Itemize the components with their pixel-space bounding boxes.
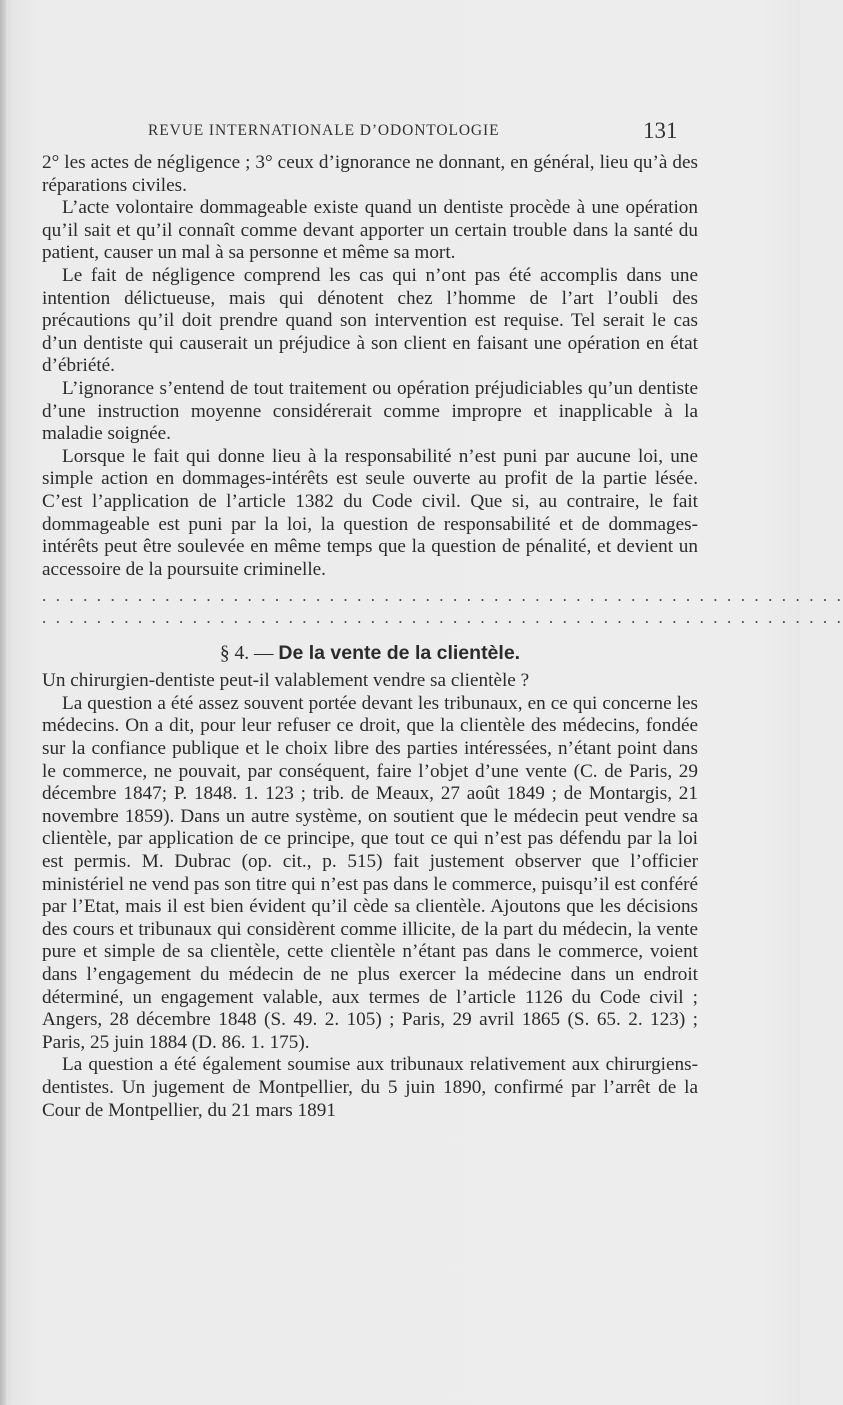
paragraph: L’ignorance s’entend de tout traitement ou opération préjudiciables qu’un dentiste d’une instruction moyenne considérerait comme impropre et inapplicable à la maladie soignée. [42, 377, 698, 445]
paragraph: 2° les actes de négligence ; 3° ceux d’ignorance ne donnant, en général, lieu qu’à des réparations civiles. [42, 152, 698, 196]
paragraph: Lorsque le fait qui donne lieu à la responsabilité n’est puni par aucune loi, une simple action en dommages-intérêts est seule ouverte au profit de la partie lésée. C’est l’application de l’article 1382 du Code civil. Que si, au contraire, le fait dommageable est puni par la loi, la question de responsabilité et de dommages-intérêts peut être soulevée en même temps que la question de pénalité, et devient un accessoire de la poursuite criminelle. [42, 445, 698, 580]
section-dash: — [249, 643, 279, 665]
paragraph: Un chirurgien-dentiste peut-il valablement vendre sa clientèle ? [42, 670, 530, 692]
paragraph: La question a été assez souvent portée devant les tribunaux, en ce qui concerne les médecins. On a dit, pour leur refuser ce droit, que la clientèle des médecins, fondée sur la confiance publique et le choix libre des parties intéressées, n’étant point dans le commerce, ne pouvait, par conséquent, faire l’objet d’une vente (C. de Paris, 29 décembre 1847; P. 1848. 1. 123 ; trib. de Meaux, 27 août 1849 ; de Montargis, 21 novembre 1859). Dans un autre système, on soutient que le médecin peut vendre sa clientèle, par application de ce principe, que tout ce qui n’est pas défendu par la loi est permis. M. Dubrac (op. cit., p. 515) fait justement observer que l’officier ministériel ne vend pas son titre qui n’est pas dans le commerce, puisqu’il est conféré par l’Etat, mais il est bien évident qu’il cède sa clientèle. Ajoutons que les décisions des cours et tribunaux qui considèrent comme illicite, de la part du médecin, la vente pure et simple de sa clientèle, cette clientèle n’étant pas dans le commerce, voient dans l’engagement du médecin de ne plus exercer la médecine dans un endroit déterminé, un engagement valable, aux termes de l’article 1126 du Code civil ; Angers, 28 décembre 1848 (S. 49. 2. 105) ; Paris, 29 avril 1865 (S. 65. 2. 123) ; Paris, 25 juin 1884 (D. 86. 1. 175). [42, 692, 698, 1053]
paragraph: Le fait de négligence comprend les cas qui n’ont pas été accomplis dans une intention délictueuse, mais qui dénotent chez l’homme de l’art l’oubli des précautions qu’il doit prendre quand son intervention est requise. Tel serait le cas d’un dentiste qui causerait un préjudice à son client en faisant une opération en état d’ébriété. [42, 264, 698, 377]
paragraph: La question a été également soumise aux tribunaux relativement aux chirurgiens-dentistes. Un jugement de Montpellier, du 5 juin 1890, confirmé par l’arrêt de la Cour de Montpellier, du 21 mars 1891 [42, 1054, 698, 1121]
page-header [0, 118, 800, 148]
page-number: 131 [643, 118, 678, 143]
ellipsis-row: . . . . . . . . . . . . . . . . . . . . . . . . . . . . . . . . . . . . . . . . . . . . . . . . . . . . . . . . . . . [42, 586, 843, 606]
section-number: § 4. [219, 643, 250, 665]
running-title: REVUE INTERNATIONALE D’ODONTOLOGIE [148, 122, 500, 139]
page-body [42, 152, 843, 1122]
section-title: De la vente de la clientèle. [278, 642, 521, 665]
section-heading [42, 641, 698, 666]
page-binding-edge [0, 0, 6, 1405]
ellipsis-row: . . . . . . . . . . . . . . . . . . . . . . . . . . . . . . . . . . . . . . . . . . . . . . . . . . . . . . . . . . . [42, 608, 843, 628]
paragraph: L’acte volontaire dommageable existe quand un dentiste procède à une opération qu’il sait et qu’il connaît comme devant apporter un certain trouble dans la santé du patient, causer un mal à sa personne et même sa mort. [42, 197, 698, 264]
